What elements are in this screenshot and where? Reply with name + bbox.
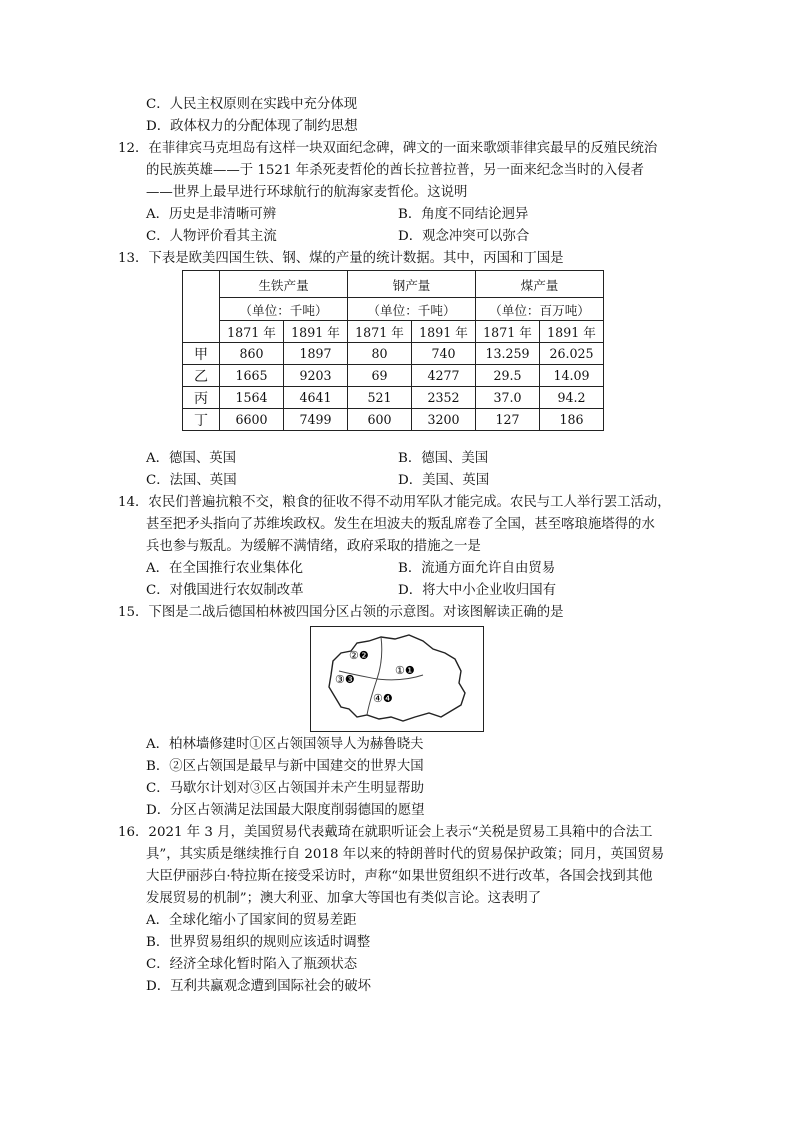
table-cell: 2352 [412,387,476,409]
table-cell: 69 [348,365,412,387]
q16-option-a: A．全球化缩小了国家间的贸易差距 [146,913,357,928]
q15-option-b: B．②区占领国是最早与新中国建交的世界大国 [146,759,424,774]
table-unit-header: （单位：百万吨） [476,298,604,321]
table-cell: 1564 [220,387,284,409]
zone-4-label: ④❹ [373,692,393,705]
table-row [183,409,604,431]
table-year-header: 1871 年 [476,321,540,343]
berlin-occupation-map [310,626,484,732]
table-cell: 4641 [284,387,348,409]
q16-stem-line2: 具”，其实质是继续推行自 2018 年以来的特朗普时代的贸易保护政策；同月，英国贸易 [146,847,665,862]
q16-option-b: B．世界贸易组织的规则应该适时调整 [146,935,371,950]
row-label: 丁 [183,409,220,431]
q15-option-c: C．马歇尔计划对③区占领国并未产生明显帮助 [146,781,425,796]
table-cell: 94.2 [540,387,604,409]
q15-option-d: D．分区占领满足法国最大限度削弱德国的愿望 [146,803,425,818]
q12-option-b: B．角度不同结论迥异 [398,207,529,222]
zone-1-label: ①❶ [395,664,415,677]
q13-stem: 13．下表是欧美四国生铁、钢、煤的产量的统计数据。其中，丙国和丁国是 [118,251,564,266]
table-cell: 740 [412,343,476,365]
q14-option-d: D．将大中小企业收归国有 [398,583,557,598]
q14-stem-line1: 14．农民们普遍抗粮不交，粮食的征收不得不动用军队才能完成。农民与工人举行罢工活动， [118,495,671,510]
q13-option-b: B．德国、美国 [398,451,489,466]
table-row [183,343,604,365]
table-cell: 860 [220,343,284,365]
table-unit-header: （单位：千吨） [348,298,476,321]
zone-2-label: ②❷ [349,649,369,662]
table-cell: 80 [348,343,412,365]
table-cell: 9203 [284,365,348,387]
table-cell: 600 [348,409,412,431]
table-row [183,365,604,387]
table-cell: 7499 [284,409,348,431]
q12-option-d: D．观念冲突可以弥合 [398,229,530,244]
q16-stem-line3: 大臣伊丽莎白·特拉斯在接受采访时，声称“如果世贸组织不进行改革，各国会找到其他 [146,869,653,884]
table-group-header: 生铁产量 [220,271,348,298]
table-year-header: 1871 年 [348,321,412,343]
production-table [182,270,604,431]
table-year-header: 1891 年 [412,321,476,343]
q13-option-c: C．法国、英国 [146,473,237,488]
q16-stem-line1: 16．2021 年 3 月，美国贸易代表戴琦在就职听证会上表示“关税是贸易工具箱中的合法工 [118,825,653,840]
table-cell: 37.0 [476,387,540,409]
table-corner-cell [183,271,220,343]
table-year-header: 1891 年 [540,321,604,343]
table-cell: 6600 [220,409,284,431]
q13-option-d: D．美国、英国 [398,473,490,488]
q15-option-a: A．柏林墙修建时①区占领国领导人为赫鲁晓夫 [146,737,424,752]
table-year-header: 1871 年 [220,321,284,343]
table-cell: 521 [348,387,412,409]
table-cell: 1665 [220,365,284,387]
q11-option-c: C．人民主权原则在实践中充分体现 [146,97,358,112]
q15-stem: 15．下图是二战后德国柏林被四国分区占领的示意图。对该图解读正确的是 [118,605,564,620]
table-cell: 3200 [412,409,476,431]
row-label: 甲 [183,343,220,365]
q14-stem-line3: 兵也参与叛乱。为缓解不满情绪，政府采取的措施之一是 [146,539,481,554]
q12-stem-line2: 的民族英雄——于 1521 年杀死麦哲伦的酋长拉普拉普，另一面来纪念当时的入侵者 [146,163,644,178]
q14-option-a: A．在全国推行农业集体化 [146,561,303,576]
q12-stem-line1: 12．在菲律宾马克坦岛有这样一块双面纪念碑，碑文的一面来歌颂菲律宾最早的反殖民统治 [118,141,658,156]
table-cell: 26.025 [540,343,604,365]
table-cell: 186 [540,409,604,431]
table-year-header: 1891 年 [284,321,348,343]
q16-stem-line4: 发展贸易的机制”；澳大利亚、加拿大等国也有类似言论。这表明了 [146,891,542,906]
berlin-map-graphic [311,627,483,731]
table-cell: 1897 [284,343,348,365]
table-cell: 127 [476,409,540,431]
q13-option-a: A．德国、英国 [146,451,237,466]
q11-option-d: D．政体权力的分配体现了制约思想 [146,119,358,134]
table-group-header: 钢产量 [348,271,476,298]
q12-option-a: A．历史是非清晰可辨 [146,207,277,222]
table-row [183,387,604,409]
zone-3-label: ③❸ [335,673,355,686]
table-unit-header: （单位：千吨） [220,298,348,321]
q16-option-c: C．经济全球化暂时陷入了瓶颈状态 [146,957,358,972]
q14-option-c: C．对俄国进行农奴制改革 [146,583,304,598]
q12-stem-line3: ——世界上最早进行环球航行的航海家麦哲伦。这说明 [146,185,468,200]
table-cell: 4277 [412,365,476,387]
table-group-header: 煤产量 [476,271,604,298]
row-label: 丙 [183,387,220,409]
table-cell: 29.5 [476,365,540,387]
table-cell: 14.09 [540,365,604,387]
q12-option-c: C．人物评价看其主流 [146,229,277,244]
q14-stem-line2: 甚至把矛头指向了苏维埃政权。发生在坦波夫的叛乱席卷了全国，甚至喀琅施塔得的水 [146,517,655,532]
q16-option-d: D．互利共赢观念遭到国际社会的破坏 [146,979,371,994]
q14-option-b: B．流通方面允许自由贸易 [398,561,556,576]
table-cell: 13.259 [476,343,540,365]
row-label: 乙 [183,365,220,387]
